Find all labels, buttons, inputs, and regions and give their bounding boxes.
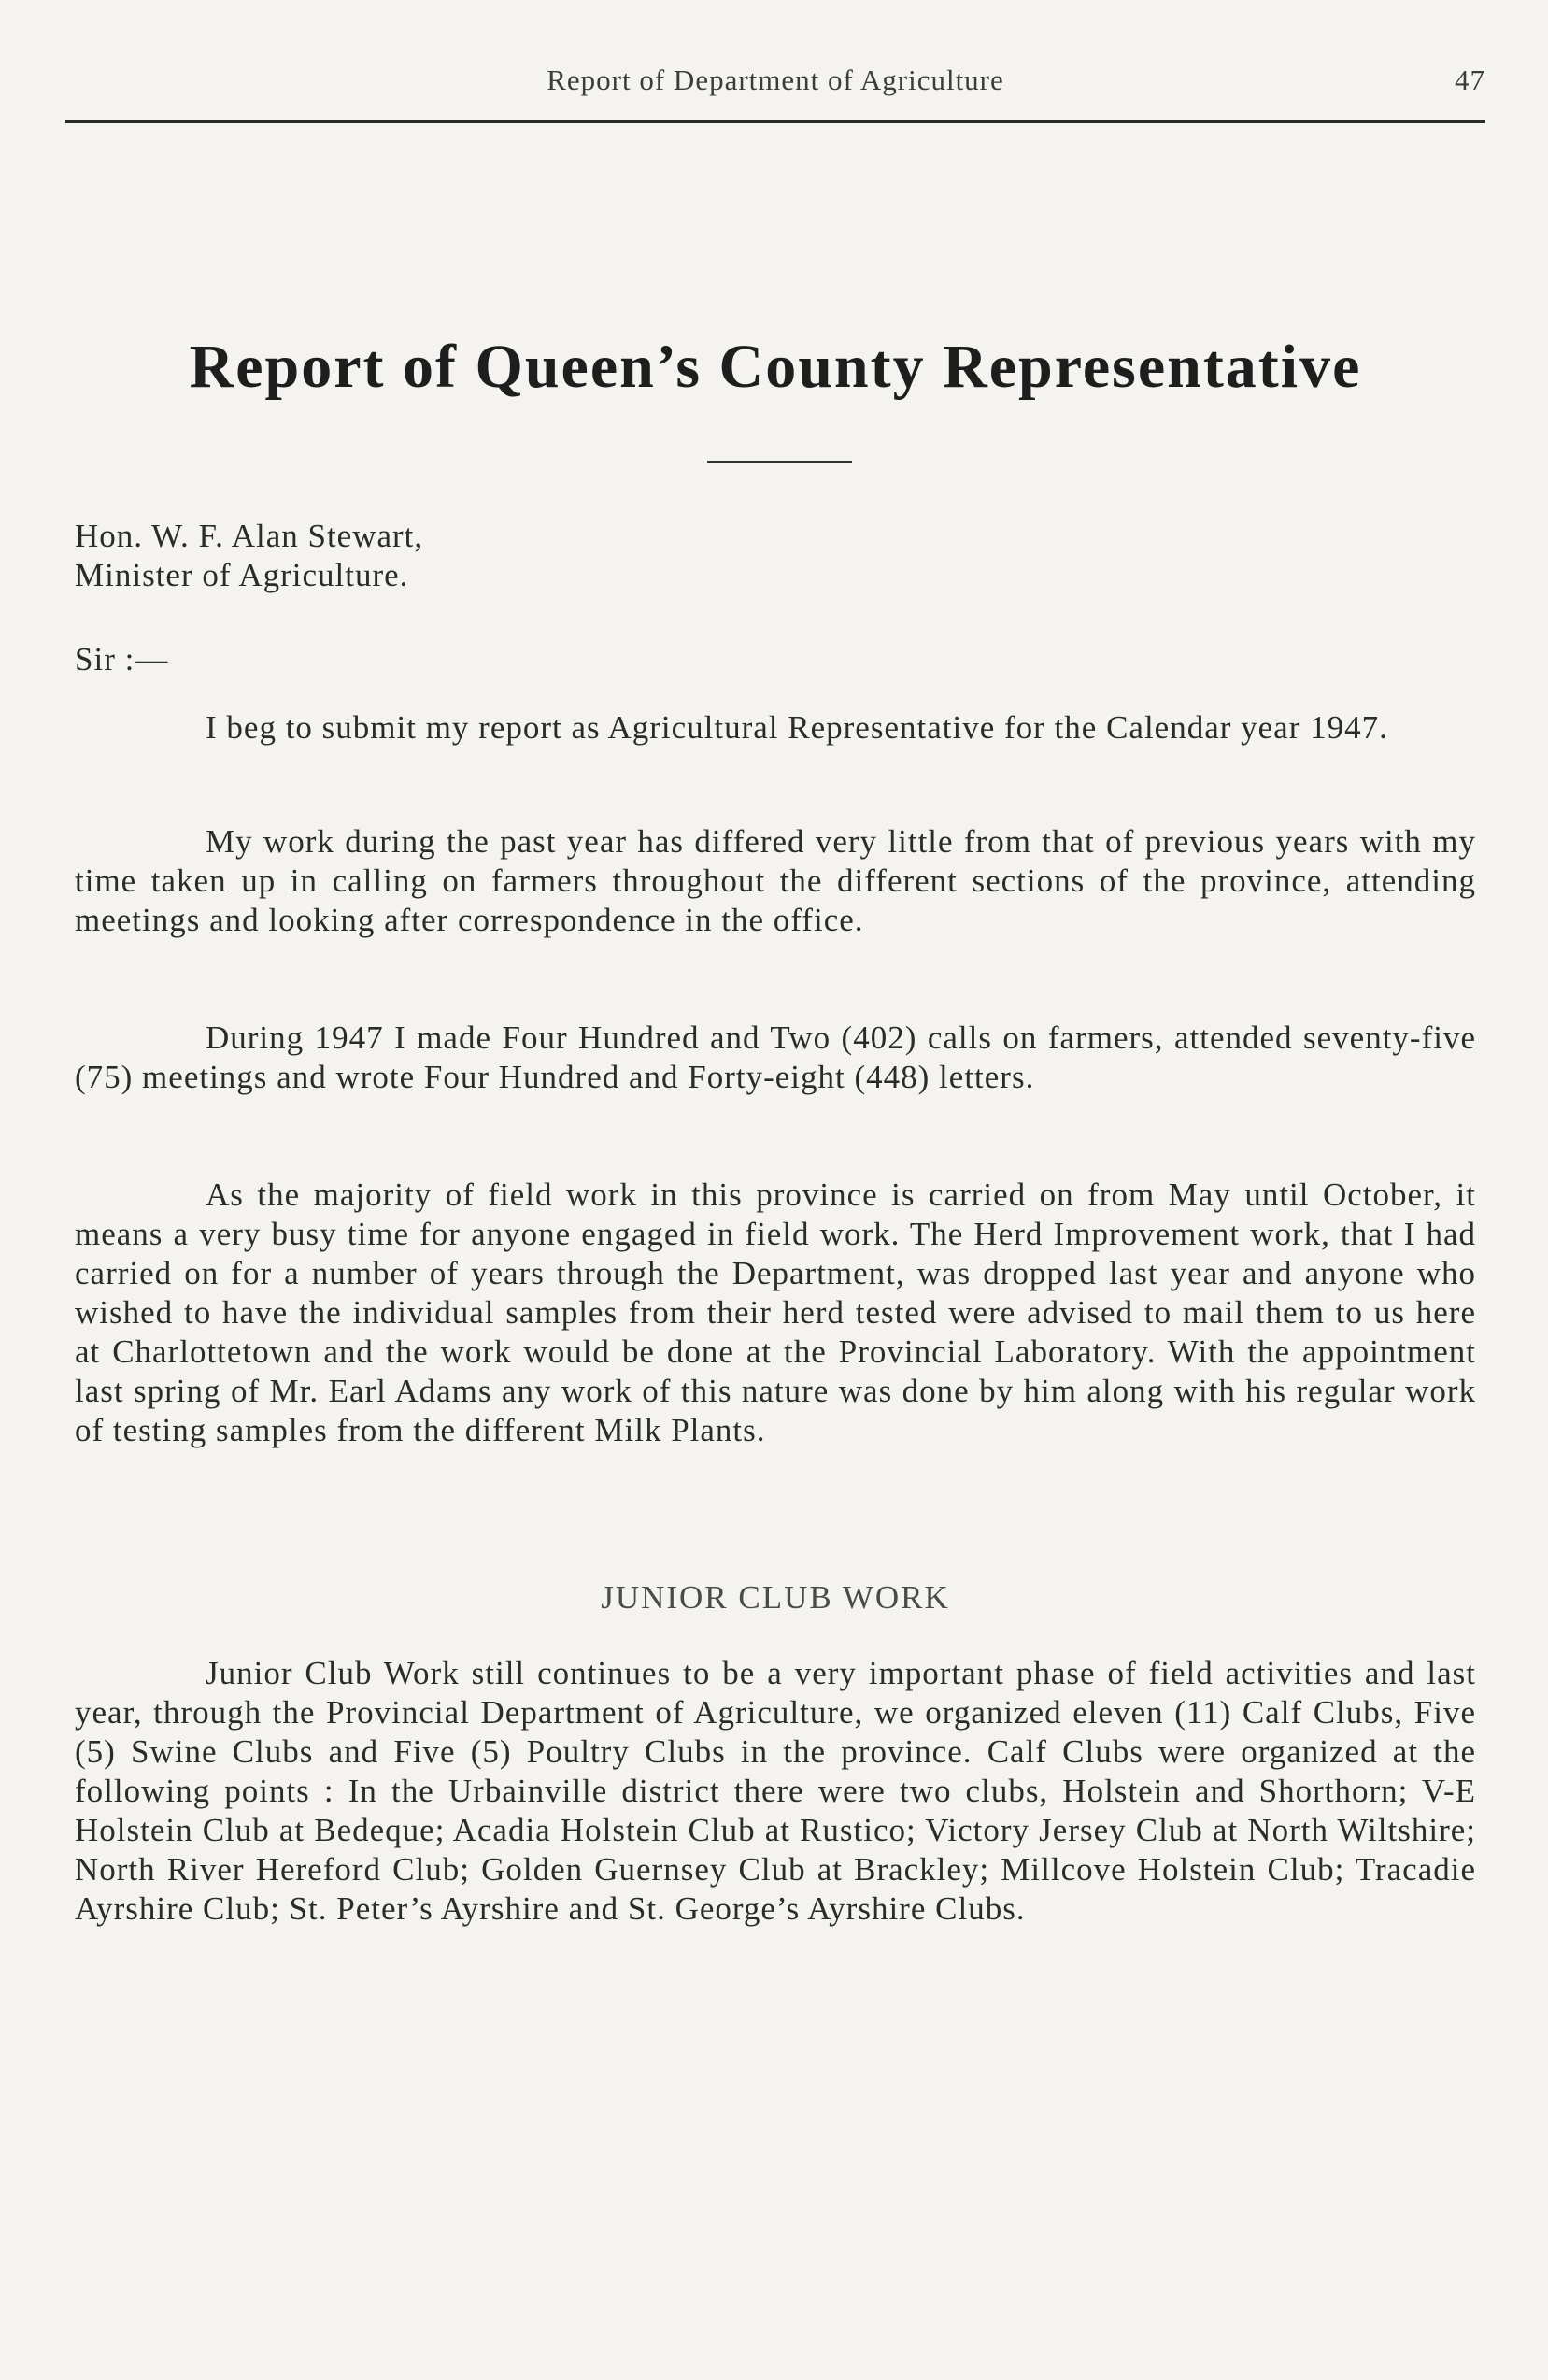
title-divider <box>707 461 852 463</box>
addressee-name: Hon. W. F. Alan Stewart, <box>75 518 424 554</box>
header-rule <box>65 120 1485 123</box>
paragraph-work-summary: My work during the past year has differed very little from that of previous years with my time taken up in calling on farmers throughout the different sections of the province, attending meetings and looking after correspondence in the office. <box>75 823 1476 938</box>
running-title: Report of Department of Agriculture <box>547 64 1004 96</box>
paragraph-statistics: During 1947 I made Four Hundred and Two (402) calls on farmers, attended seventy-five (75) meetings and wrote Four Hundred and Forty-eight (448) letters. <box>75 1019 1476 1095</box>
paragraph-field-work: As the majority of field work in this province is carried on from May until October, it means a very busy time for anyone engaged in field work. The Herd Improvement work, that I had carried on for a number of years through the Department, was dropped last year and anyone who wished to have the individual samples from their herd tested were advised to mail them to us here at Charlottetown and the work would be done at the Provincial Laboratory. With the appointment last spring of Mr. Earl Adams any work of this nature was done by him along with his regular work of testing samples from the different Milk Plants. <box>75 1176 1476 1448</box>
section-heading: JUNIOR CLUB WORK <box>601 1579 950 1616</box>
page-title: Report of Queen’s County Representative <box>189 333 1362 401</box>
paragraph-intro: I beg to submit my report as Agricultural Representative for the Calendar year 1947. <box>206 709 1388 746</box>
addressee-title: Minister of Agriculture. <box>75 557 409 593</box>
salutation: Sir :— <box>75 641 169 677</box>
page-number: 47 <box>1455 64 1485 96</box>
paragraph-junior-club: Junior Club Work still continues to be a very important phase of field activities and last year, through the Provincial Department of Agriculture, we organized eleven (11) Calf Clubs, Five (5) Swine Clubs and Five (5) Poultry Clubs in the province. Calf Clubs were organized at the following points : In the Urbainville district there were two clubs, Holstein and Shorthorn; V-E Holstein Club at Bedeque; Acadia Holstein Club at Rustico; Victory Jersey Club at North Wiltshire; North River Hereford Club; Golden Guernsey Club at Brackley; Millcove Holstein Club; Tracadie Ayrshire Club; St. Peter’s Ayrshire and St. George’s Ayrshire Clubs. <box>75 1655 1476 1927</box>
